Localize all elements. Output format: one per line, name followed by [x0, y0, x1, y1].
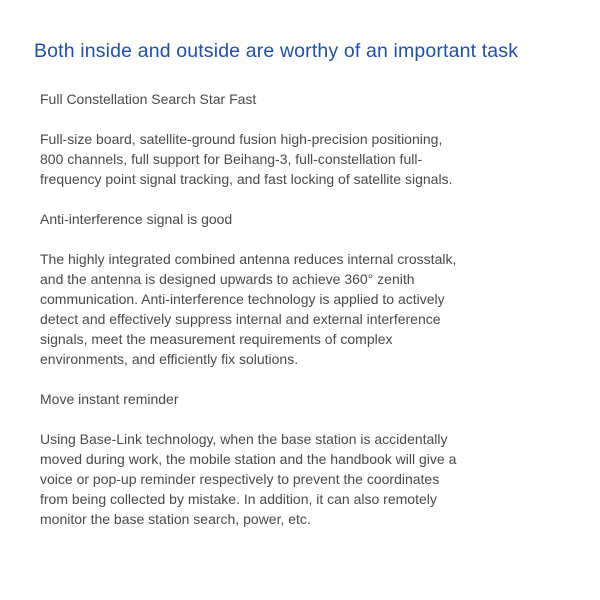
- paragraph-line: Using Base-Link technology, when the base station is accidentally: [40, 431, 448, 447]
- paragraph-line: Full-size board, satellite-ground fusion high-precision positioning,: [40, 131, 443, 147]
- paragraph-line: from being collected by mistake. In addition, it can also remotely: [40, 491, 437, 507]
- paragraph-line: communication. Anti-interference technology is applied to actively: [40, 291, 445, 307]
- spacer: [40, 409, 560, 429]
- paragraph-line: and the antenna is designed upwards to achieve 360° zenith: [40, 271, 415, 287]
- paragraph-reminder: [40, 429, 560, 529]
- page-title: Both inside and outside are worthy of an important task: [34, 40, 519, 62]
- paragraph-line: signals, meet the measurement requirements of complex: [40, 331, 393, 347]
- paragraph-line: moved during work, the mobile station and the handbook will give a: [40, 451, 457, 467]
- document-body: [40, 89, 560, 529]
- spacer: [40, 369, 560, 389]
- spacer: [40, 109, 560, 129]
- paragraph-line: detect and effectively suppress internal and external interference: [40, 311, 441, 327]
- paragraph-anti-interference: [40, 249, 560, 369]
- spacer: [40, 229, 560, 249]
- paragraph-constellation: [40, 129, 560, 189]
- paragraph-line: frequency point signal tracking, and fast locking of satellite signals.: [40, 171, 453, 187]
- spacer: [40, 189, 560, 209]
- paragraph-line: environments, and efficiently fix solutions.: [40, 351, 299, 367]
- section-heading-reminder: Move instant reminder: [40, 391, 179, 407]
- section-heading-anti-interference: Anti-interference signal is good: [40, 211, 233, 227]
- paragraph-line: voice or pop-up reminder respectively to prevent the coordinates: [40, 471, 440, 487]
- paragraph-line: monitor the base station search, power, etc.: [40, 511, 311, 527]
- section-heading-constellation: Full Constellation Search Star Fast: [40, 91, 257, 107]
- paragraph-line: The highly integrated combined antenna reduces internal crosstalk,: [40, 251, 457, 267]
- paragraph-line: 800 channels, full support for Beihang-3, full-constellation full-: [40, 151, 423, 167]
